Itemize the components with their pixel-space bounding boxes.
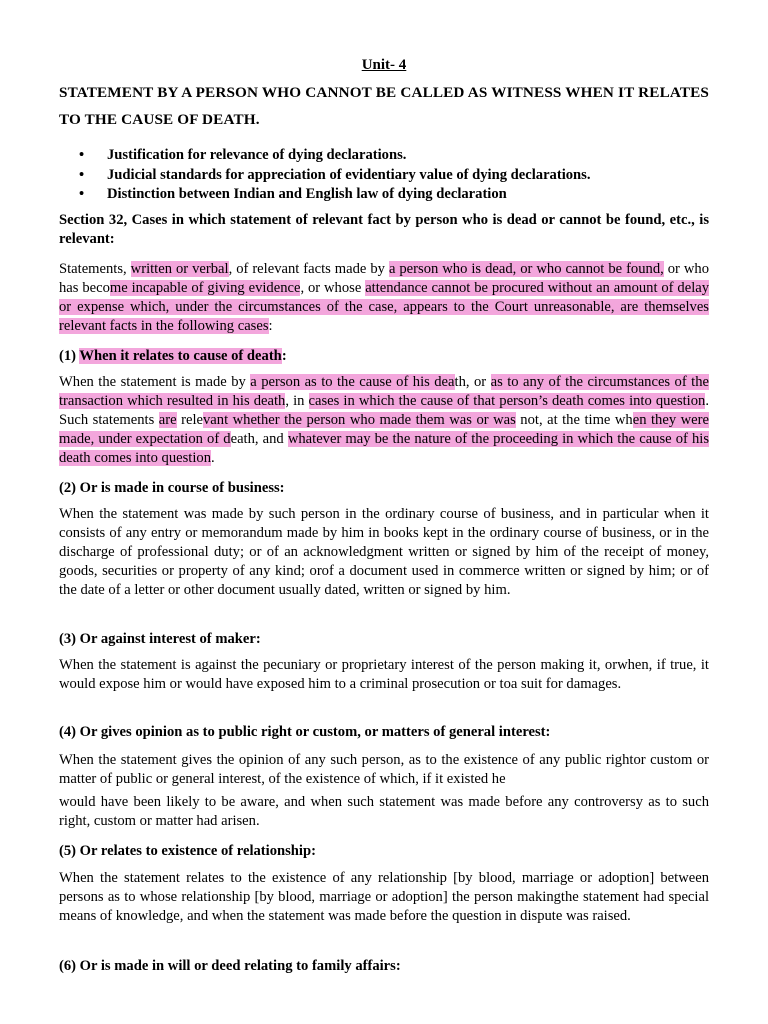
document-title: STATEMENT BY A PERSON WHO CANNOT BE CALLED AS WITNESS WHEN IT RELATES TO THE CAUSE OF DEATH. — [59, 84, 709, 128]
clause-1-body: When the statement is made by a person as to the cause of his death, or as to any of the circumstances of the transaction which resulted in his death, in cases in which the cause of that person’s death comes into question. Such statements are relevant whether the person who made them was or was not, at the time when they were made, under expectation of death, and whatever may be the nature of the proceeding in which the cause of his death comes into question. — [59, 374, 710, 466]
highlight: en they were made, under expectation of d — [59, 412, 709, 447]
bullet-icon: • — [79, 147, 85, 163]
clause-5-heading: (5) Or relates to existence of relationship: — [59, 843, 316, 859]
highlight: me incapable of giving evidence — [109, 280, 301, 296]
intro-paragraph: Statements, written or verbal, of relevant facts made by a person who is dead, or who cannot be found, or who has become incapable of giving evidence, or whose attendance cannot be procured without an amount of delay or expense which, under the circumstances of the case, appears to the Court unreasonable, are themselves relevant facts in the following cases: — [59, 261, 710, 334]
clause-6-heading: (6) Or is made in will or deed relating to family affairs: — [59, 958, 401, 974]
highlight: vant whether the person who made them was or was — [203, 412, 516, 428]
section-32-heading: Section 32, Cases in which statement of relevant fact by person who is dead or cannot be found, etc., is relevant: — [59, 212, 709, 247]
clause-2-heading: (2) Or is made in course of business: — [59, 480, 285, 496]
clause-4-body-part2: would have been likely to be aware, and when such statement was made before any controversy as to such right, custom or matter had arisen. — [59, 794, 709, 829]
bullet-icon: • — [79, 166, 85, 183]
highlight: are — [158, 412, 177, 428]
highlight: cases in which the cause of that person’s death comes into question — [308, 393, 706, 409]
bullet-item: • Judicial standards for appreciation of evidentiary value of dying declarations. — [79, 166, 709, 186]
highlight: When it relates to cause of death — [79, 348, 282, 364]
highlight: as to any of the circumstances of the transaction which resulted in his death — [59, 374, 710, 409]
unit-heading: Unit- 4 — [361, 57, 407, 73]
bullet-item: • Distinction between Indian and English law of dying declaration — [79, 185, 709, 205]
highlight: attendance cannot be procured without an amount of delay or expense which, under the circumstances of the case, appears to the Court unreasonable, are themselves relevant facts in the following cases — [59, 280, 710, 334]
highlight: a person who is dead, or who cannot be found, — [388, 261, 664, 277]
bullet-item: • Justification for relevance of dying declarations. — [79, 146, 709, 166]
highlight: whatever may be the nature of the proceeding in which the cause of his death comes into question — [59, 431, 710, 466]
bullet-icon: • — [79, 186, 85, 202]
clause-4-heading: (4) Or gives opinion as to public right or custom, or matters of general interest: — [59, 724, 551, 740]
clause-2-body: When the statement was made by such person in the ordinary course of business, and in particular when it consists of any entry or memorandum made by him in books kept in the ordinary course of business, or in the discharge of professional duty; or of an acknowledgment written or signed by him of the receipt of money, goods, securities or property of any kind; orof a document used in commerce written or signed by him; or of the date of a letter or other document usually dated, written or signed by him. — [59, 506, 709, 598]
clause-1-heading: (1) When it relates to cause of death: — [59, 348, 287, 364]
highlight: written or verbal — [130, 261, 229, 277]
topic-bullet-list — [79, 146, 709, 205]
clause-4-body-part1: When the statement gives the opinion of any such person, as to the existence of any public rightor custom or matter of public or general interest, of the existence of which, if it existed he — [59, 752, 709, 787]
highlight: a person as to the cause of his dea — [250, 374, 455, 390]
clause-3-heading: (3) Or against interest of maker: — [59, 631, 261, 647]
clause-5-body: When the statement relates to the existence of any relationship [by blood, marriage or adoption] between persons as to whose relationship [by blood, marriage or adoption] the person makingthe statement had special means of knowledge, and when the statement was made before the question in dispute was raised. — [59, 870, 709, 924]
clause-3-body: When the statement is against the pecuniary or proprietary interest of the person making it, orwhen, if true, it would expose him or would have exposed him to a criminal prosecution or toa suit for damages. — [59, 657, 709, 692]
